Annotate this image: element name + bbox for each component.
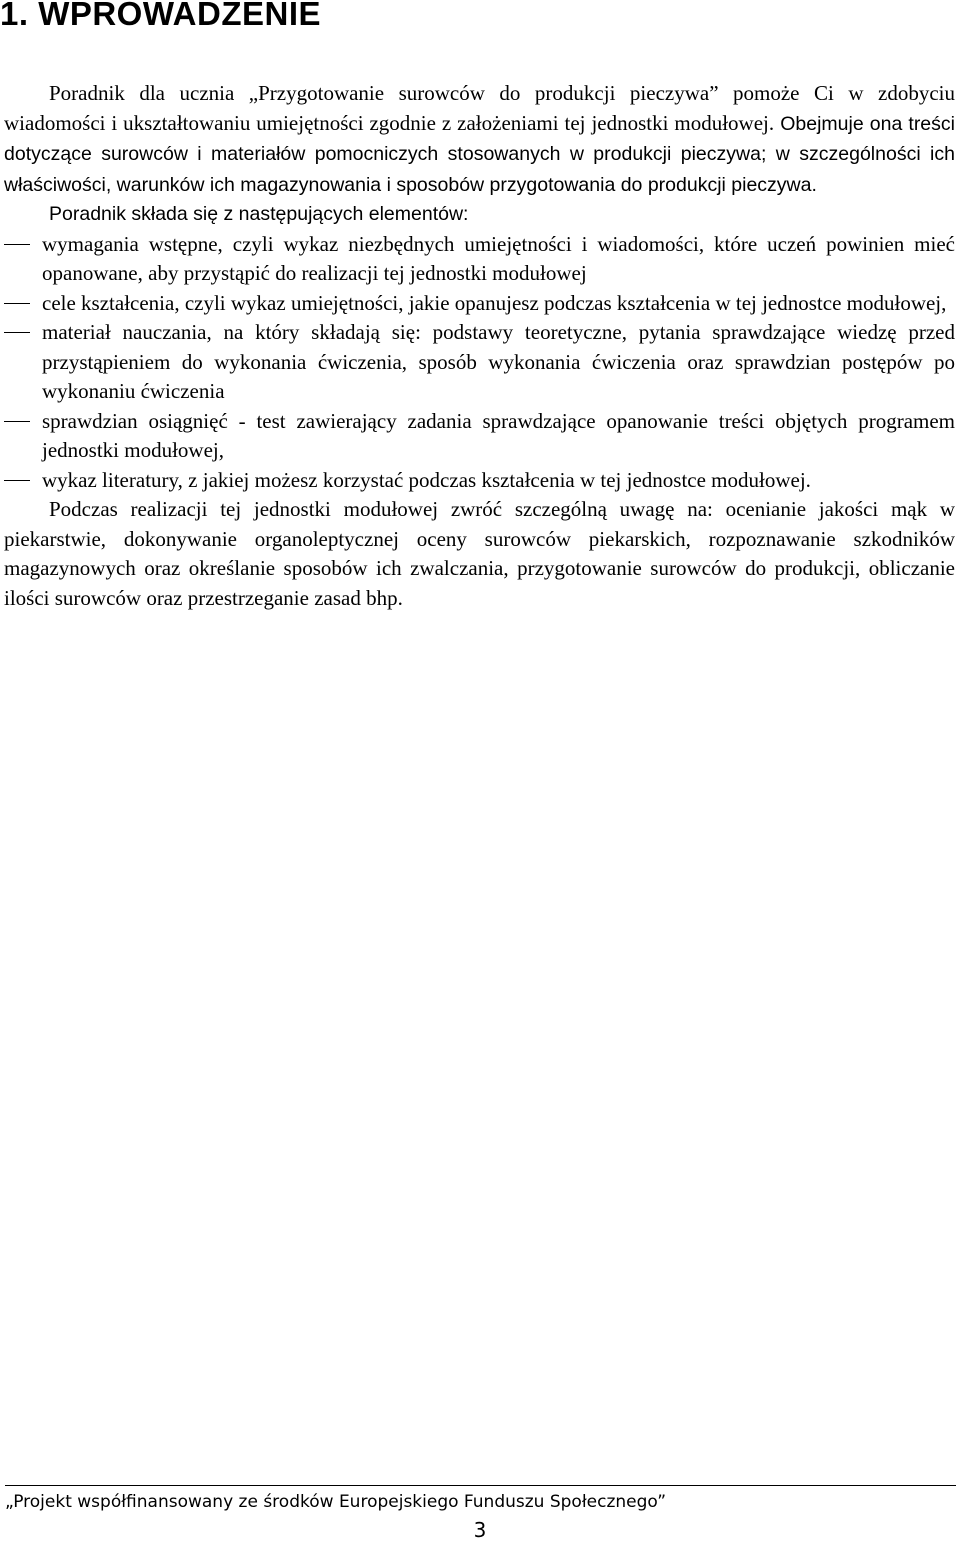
list-item [4,289,955,319]
dash-bullet-icon [4,303,30,304]
section-heading: 1. WPROWADZENIE [0,0,322,32]
intro-paragraph [4,79,955,200]
list-item-text: wymagania wstępne, czyli wykaz niezbędnych umiejętności i wiadomości, które uczeń powinien mieć opanowane, aby przystąpić do realizacji tej jednostki modułowej [42,231,955,285]
main-content [4,79,955,613]
dash-bullet-icon [4,421,30,422]
list-item-text: wykaz literatury, z jakiej możesz korzystać podczas kształcenia w tej jednostce modułowej. [42,467,811,492]
intro-sans-text: Obejmuje ona treści dotyczące surowców i materiałów pomocniczych stosowanych w produkcji pieczywa; w szczególności ich właściwości, warunków ich magazynowania i sposobów przygotowania do produkcji pieczywa. [4,112,955,196]
footer-divider [5,1485,956,1486]
elements-list [4,230,955,496]
list-item [4,230,955,289]
intro-serif-text: Poradnik dla ucznia „Przygotowanie surowców do produkcji pieczywa” pomoże Ci w zdobyciu wiadomości i ukształtowaniu umiejętności zgodnie z założeniami tej jednostki modułowej. [4,81,955,135]
dash-bullet-icon [4,480,30,481]
list-item [4,466,955,496]
list-item-text: sprawdzian osiągnięć - test zawierający zadania sprawdzające opanowanie treści objętych programem jednostki modułowej, [42,408,955,462]
closing-paragraph: Podczas realizacji tej jednostki modułowej zwróć szczególną uwagę na: ocenianie jakości mąk w piekarstwie, dokonywanie organoleptycznej oceny surowców piekarskich, rozpoznawanie szkodników magazynowych oraz określanie sposobów ich zwalczania, przygotowanie surowców do produkcji, obliczanie ilości surowców oraz przestrzeganie zasad bhp. [4,497,955,610]
list-item-text: cele kształcenia, czyli wykaz umiejętności, jakie opanujesz podczas kształcenia w tej jednostce modułowej, [42,290,947,315]
dash-bullet-icon [4,332,30,333]
page-number: 3 [473,1518,487,1542]
list-item [4,407,955,466]
dash-bullet-icon [4,244,30,245]
list-item-text: materiał nauczania, na który składają się: podstawy teoretyczne, pytania sprawdzające wiedzę przed przystąpieniem do wykonania ćwiczenia, sposób wykonania ćwiczenia oraz sprawdzian postępów po wykonaniu ćwiczenia [42,320,955,403]
list-item [4,318,955,407]
list-intro-text: Poradnik składa się z następujących elementów: [49,203,469,225]
footer-project-note: „Projekt współfinansowany ze środków Europejskiego Funduszu Społecznego” [5,1492,667,1512]
